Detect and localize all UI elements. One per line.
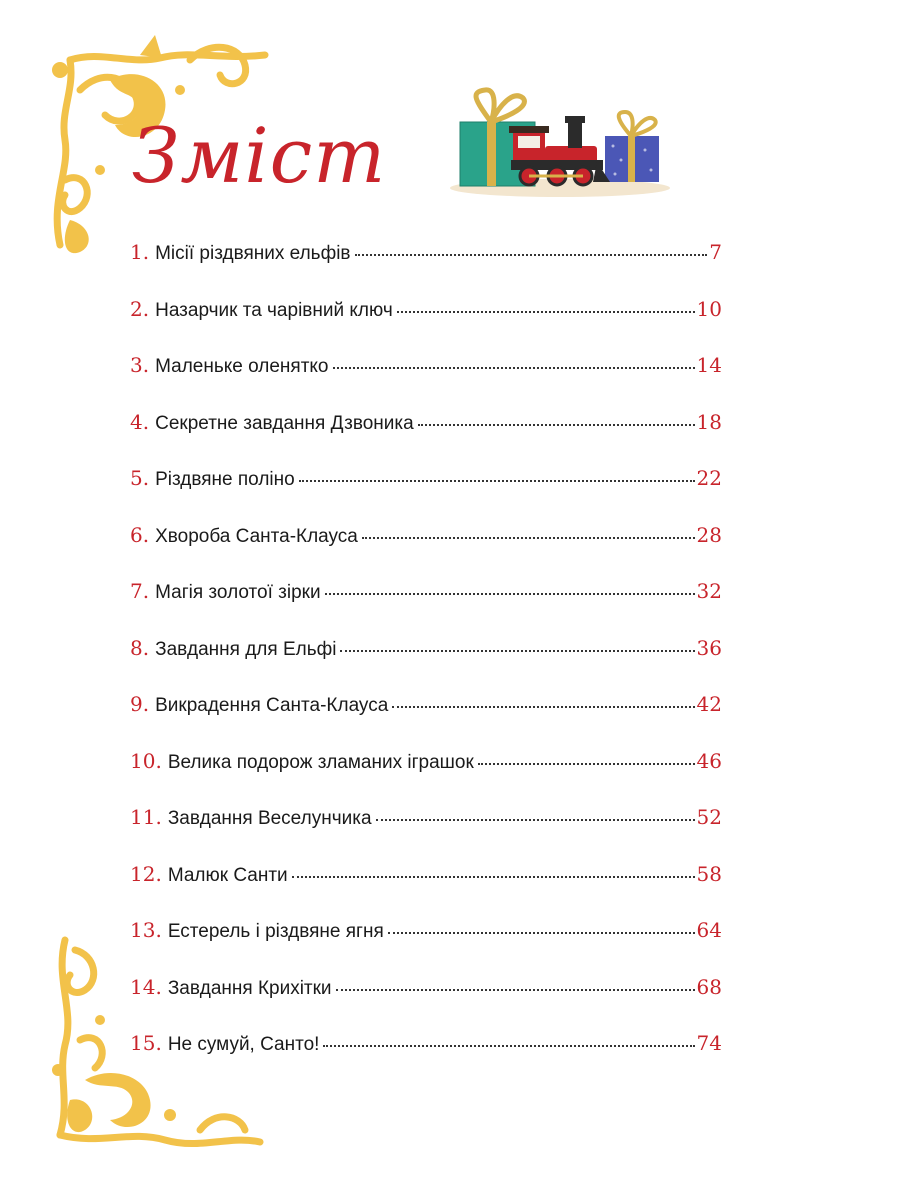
toc-entry[interactable] (130, 466, 722, 500)
toc-entry-number: 14. (130, 974, 162, 999)
toc-entry-number: 7. (130, 579, 150, 603)
toc-entry-number: 6. (130, 522, 150, 547)
toc-entry[interactable] (130, 918, 722, 952)
toc-dot-leader (478, 763, 695, 765)
toc-entry[interactable] (130, 862, 722, 896)
toc-entry-number: 13. (130, 918, 162, 942)
toc-entry-title: Маленьке оленятко (155, 356, 329, 377)
toc-entry-number: 2. (130, 296, 150, 321)
toc-entry-page-number: 22 (696, 466, 722, 490)
toc-entry-page-number: 7 (709, 240, 722, 264)
toc-entry-number: 11. (130, 805, 162, 829)
toc-entry-number: 1. (130, 240, 150, 264)
toc-dot-leader (388, 932, 695, 934)
toc-entry[interactable] (130, 749, 722, 783)
toc-entry-title: Місії різдвяних ельфів (155, 243, 351, 264)
toc-entry[interactable] (130, 692, 722, 726)
toc-entry-title: Різдвяне поліно (155, 469, 295, 490)
toc-entry-page-number: 14 (696, 353, 722, 377)
toc-entry-page-number: 32 (696, 579, 722, 603)
toc-entry[interactable] (130, 636, 722, 670)
toc-entry-page-number: 36 (696, 635, 722, 660)
toc-dot-leader (299, 480, 695, 482)
toc-dot-leader (325, 593, 695, 595)
toc-entry-page-number: 52 (696, 805, 722, 829)
toc-entry-title: Естерель і різдвяне ягня (167, 921, 384, 942)
toc-entry[interactable] (130, 579, 722, 613)
toc-entry-number: 8. (130, 635, 150, 660)
toc-entry[interactable] (130, 523, 722, 557)
toc-entry-title: Завдання для Ельфі (155, 638, 337, 660)
toc-entry-page-number: 46 (696, 748, 722, 773)
toc-entry-title: Завдання Крихітки (167, 977, 332, 999)
toc-entry-number: 15. (130, 1031, 162, 1055)
toc-entry-page-number: 42 (696, 692, 722, 716)
toc-entry-page-number: 10 (696, 296, 722, 321)
toc-entry-title: Секретне завдання Дзвоника (155, 412, 414, 434)
toc-entry-page-number: 18 (696, 409, 722, 434)
toc-dot-leader (376, 819, 695, 821)
toc-entry-title: Викрадення Санта-Клауса (155, 695, 389, 716)
toc-entry-number: 4. (130, 409, 150, 434)
toc-dot-leader (397, 311, 695, 313)
toc-entry-number: 9. (130, 692, 150, 716)
toc-dot-leader (392, 706, 694, 708)
toc-dot-leader (336, 989, 695, 991)
toc-entry[interactable] (130, 410, 722, 444)
toc-entry-page-number: 68 (696, 974, 722, 999)
toc-entry[interactable] (130, 353, 722, 387)
toc-entry-title: Завдання Веселунчика (167, 808, 372, 829)
toc-entry[interactable] (130, 975, 722, 1009)
toc-entry-title: Назарчик та чарівний ключ (155, 299, 393, 321)
toc-entry[interactable] (130, 805, 722, 839)
toc-entry-number: 3. (130, 353, 150, 377)
toc-dot-leader (418, 424, 695, 426)
toc-dot-leader (362, 537, 695, 539)
toc-entry-page-number: 64 (696, 918, 722, 942)
toc-entry-title: Не сумуй, Санто! (167, 1034, 320, 1055)
toc-entry-page-number: 58 (696, 861, 722, 886)
toc-dot-leader (323, 1045, 694, 1047)
toc-entry-page-number: 28 (696, 522, 722, 547)
toc-entry-title: Хвороба Санта-Клауса (155, 525, 358, 547)
toc-entry[interactable] (130, 297, 722, 331)
toc-entry-number: 10. (130, 748, 162, 773)
toc-entry-number: 5. (130, 466, 150, 490)
toc-dot-leader (340, 650, 694, 652)
toc-entry-page-number: 74 (696, 1031, 722, 1055)
toc-entry[interactable] (130, 240, 722, 274)
toc-entry-title: Велика подорож зламаних іграшок (167, 751, 474, 773)
toc-entry-title: Малюк Санти (167, 864, 288, 886)
toc-entry[interactable] (130, 1031, 722, 1065)
toc-dot-leader (333, 367, 695, 369)
page-title: Зміст (132, 111, 387, 200)
toc-entry-number: 12. (130, 861, 162, 886)
toc-entry-title: Магія золотої зірки (155, 582, 321, 603)
toc-dot-leader (292, 876, 695, 878)
gifts-and-train-icon (425, 70, 685, 205)
toc-dot-leader (355, 254, 708, 256)
